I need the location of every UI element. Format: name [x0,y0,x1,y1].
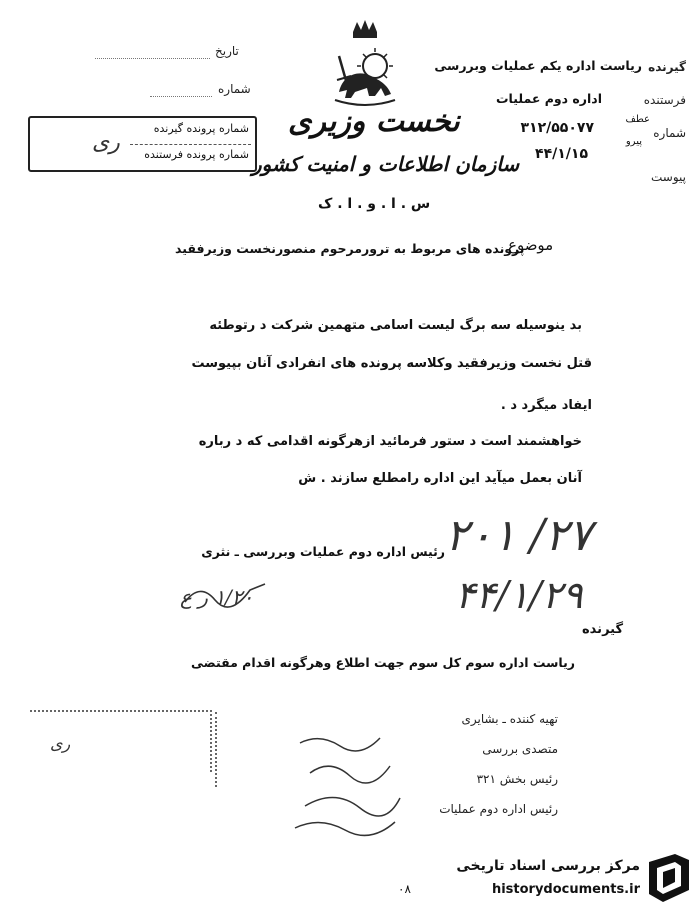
number-value-right: ۳۱۲/۵۵۰۷۷ [520,120,594,136]
watermark-title: مرکز بررسی اسناد تاریخی [456,858,640,874]
lion-and-sun-emblem-icon [325,18,405,106]
stamp-handwritten: ری [92,130,120,155]
file-number-stamp [28,116,257,172]
attachment-label: پیوست [651,170,686,184]
ministry-title: نخست وزیری [288,104,460,139]
page-code: ۰۸ [398,882,411,896]
number-field-line-left [150,96,212,97]
body-line-4: خواهشمند است د ستور فرمائید ازهرگونه اقدامی که د رباره [198,434,582,449]
number-label-right: شماره [653,126,686,140]
history-documents-logo-icon [645,850,693,906]
stamp-line-sender: شماره پرونده فرستنده [144,148,249,161]
body-line-1: بد ینوسیله سه برگ لیست اسامی متهمین شرکت د رتوطئه [209,318,582,333]
signature-title: رئیس اداره دوم عملیات وبررسی ـ نثری [201,544,445,559]
footer-preparer: تهیه کننده ـ بشایری [461,712,558,726]
body-line-3: ایفاد میگرد د . [500,398,592,413]
signature-scribble [180,572,270,612]
number-label-left: شماره [218,82,251,96]
recipient-2-label: گیرنده [582,622,624,637]
cropped-stamp-text: ری [50,734,71,753]
body-line-2: قتل نخست وزیرفقید وکلاسه پرونده های انفرادی آنان بپیوست [191,356,592,371]
handwritten-number-2: ۴۴/۱/۲۹ [455,573,583,617]
date-value-right: ۴۴/۱/۱۵ [535,146,588,162]
stamp-divider [130,144,251,145]
footer-vertical-line [215,712,217,787]
previous-label: پیرو [625,136,642,147]
footer-signatures [290,728,410,838]
recipient-value: ریاست اداره یکم عملیات وبررسی [434,58,642,73]
organization-name: سازمان اطلاعات و امنیت کشور [252,152,520,176]
sender-label: فرستنده [643,93,686,107]
sender-value: اداره دوم عملیات [496,91,602,106]
date-field-line [95,58,210,59]
footer-dept-head: رئیس اداره دوم عملیات [439,802,558,816]
left-cropped-stamp [30,710,212,772]
body-line-5: آنان بعمل میآید این اداره رامطلع سازند . ش [298,471,582,486]
forward-instruction: ریاست اداره سوم کل سوم جهت اطلاع وهرگونه اقدام مقتضی [191,655,575,670]
stamp-line-recipient: شماره پرونده گیرنده [153,122,249,135]
watermark-url: historydocuments.ir [491,882,640,897]
footer-section-head: رئیس بخش ۳۲۱ [476,772,558,786]
signature-handwritten-date: ۱/۲۰ ر ع [180,585,254,609]
subject-text: پرونده های مربوط به ترورمرحوم منصورنخست وزیرفقید [175,241,525,256]
footer-reviewer: متصدی بررسی [482,742,558,756]
reference-label: عطف [625,114,650,125]
organization-code: س . ا . و . ا . ک [318,196,431,212]
subject-label: موضوع [508,236,554,254]
handwritten-number-1: ۲۷/ ۲۰۱ [445,510,592,561]
recipient-label: گیرنده [648,60,686,74]
date-label: تاریخ [215,44,239,58]
